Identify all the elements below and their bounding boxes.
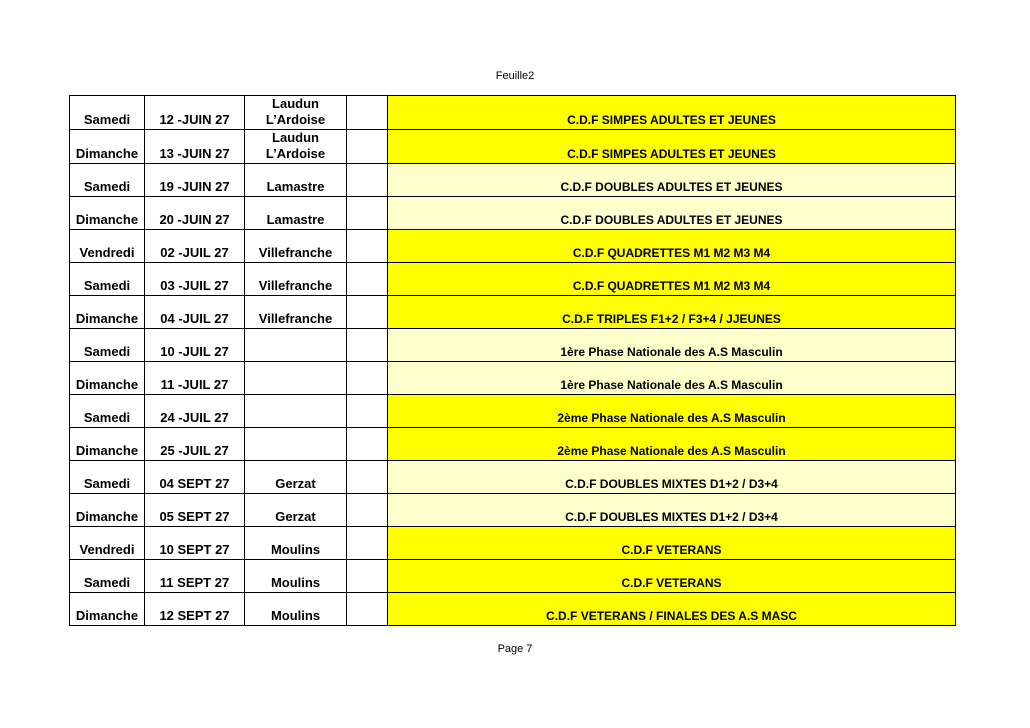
- empty-cell: [347, 527, 388, 560]
- location-cell: [245, 395, 347, 428]
- day-cell: Dimanche: [70, 130, 145, 164]
- event-cell: C.D.F DOUBLES ADULTES ET JEUNES: [388, 164, 956, 197]
- sheet-name: Feuille2: [495, 70, 535, 82]
- event-cell: 2ème Phase Nationale des A.S Masculin: [388, 395, 956, 428]
- day-cell: Dimanche: [70, 296, 145, 329]
- event-cell: C.D.F TRIPLES F1+2 / F3+4 / JJEUNES: [388, 296, 956, 329]
- event-cell: C.D.F DOUBLES MIXTES D1+2 / D3+4: [388, 461, 956, 494]
- date-cell: 25 -JUIL 27: [145, 428, 245, 461]
- location-line: Laudun: [272, 96, 319, 111]
- event-cell: C.D.F QUADRETTES M1 M2 M3 M4: [388, 263, 956, 296]
- day-cell: Samedi: [70, 164, 145, 197]
- location-cell: [245, 329, 347, 362]
- page-number: Page 7: [497, 643, 533, 655]
- event-cell: C.D.F SIMPES ADULTES ET JEUNES: [388, 96, 956, 130]
- location-cell: [245, 362, 347, 395]
- date-cell: 05 SEPT 27: [145, 494, 245, 527]
- location-cell: [245, 560, 347, 593]
- date-cell: 11 SEPT 27: [145, 560, 245, 593]
- location-line: Lamastre: [266, 179, 325, 194]
- location-cell: [245, 263, 347, 296]
- empty-cell: [347, 164, 388, 197]
- location-cell: [245, 230, 347, 263]
- day-cell: Dimanche: [70, 593, 145, 626]
- location-line: L’Ardoise: [265, 146, 326, 161]
- date-cell: 02 -JUIL 27: [145, 230, 245, 263]
- table-row: [70, 527, 956, 560]
- table-row: [70, 461, 956, 494]
- location-cell: [245, 130, 347, 164]
- location-cell: [245, 296, 347, 329]
- event-cell: C.D.F VETERANS / FINALES DES A.S MASC: [388, 593, 956, 626]
- table-row: [70, 164, 956, 197]
- event-cell: C.D.F SIMPES ADULTES ET JEUNES: [388, 130, 956, 164]
- location-line: Gerzat: [275, 509, 316, 524]
- date-cell: 20 -JUIN 27: [145, 197, 245, 230]
- day-cell: Dimanche: [70, 494, 145, 527]
- location-line: Moulins: [270, 608, 321, 623]
- date-cell: 04 -JUIL 27: [145, 296, 245, 329]
- event-cell: C.D.F VETERANS: [388, 560, 956, 593]
- table-row: [70, 593, 956, 626]
- date-cell: 11 -JUIL 27: [145, 362, 245, 395]
- empty-cell: [347, 96, 388, 130]
- table-row: [70, 263, 956, 296]
- location-line: Villefranche: [258, 245, 333, 260]
- day-cell: Vendredi: [70, 230, 145, 263]
- location-cell: [245, 164, 347, 197]
- date-cell: 10 SEPT 27: [145, 527, 245, 560]
- empty-cell: [347, 395, 388, 428]
- location-cell: [245, 494, 347, 527]
- table-row: [70, 428, 956, 461]
- day-cell: Samedi: [70, 96, 145, 130]
- table-row: [70, 395, 956, 428]
- location-line: Gerzat: [275, 476, 316, 491]
- date-cell: 03 -JUIL 27: [145, 263, 245, 296]
- schedule-body: [70, 96, 956, 626]
- location-line: Lamastre: [266, 212, 325, 227]
- empty-cell: [347, 230, 388, 263]
- empty-cell: [347, 428, 388, 461]
- date-cell: 24 -JUIL 27: [145, 395, 245, 428]
- empty-cell: [347, 296, 388, 329]
- day-cell: Dimanche: [70, 428, 145, 461]
- table-row: [70, 494, 956, 527]
- schedule-table: [69, 95, 956, 626]
- location-cell: [245, 428, 347, 461]
- table-row: [70, 197, 956, 230]
- day-cell: Samedi: [70, 263, 145, 296]
- day-cell: Samedi: [70, 560, 145, 593]
- table-row: [70, 329, 956, 362]
- location-line: Villefranche: [258, 311, 333, 326]
- event-cell: 1ère Phase Nationale des A.S Masculin: [388, 329, 956, 362]
- table-row: [70, 296, 956, 329]
- empty-cell: [347, 494, 388, 527]
- empty-cell: [347, 329, 388, 362]
- day-cell: Samedi: [70, 395, 145, 428]
- empty-cell: [347, 263, 388, 296]
- date-cell: 04 SEPT 27: [145, 461, 245, 494]
- table-row: [70, 96, 956, 130]
- table-row: [70, 130, 956, 164]
- location-cell: [245, 527, 347, 560]
- event-cell: C.D.F DOUBLES MIXTES D1+2 / D3+4: [388, 494, 956, 527]
- day-cell: Vendredi: [70, 527, 145, 560]
- empty-cell: [347, 197, 388, 230]
- location-line: Laudun: [272, 130, 319, 145]
- event-cell: 1ère Phase Nationale des A.S Masculin: [388, 362, 956, 395]
- location-cell: [245, 96, 347, 130]
- date-cell: 13 -JUIN 27: [145, 130, 245, 164]
- location-line: L’Ardoise: [265, 112, 326, 127]
- day-cell: Samedi: [70, 461, 145, 494]
- location-cell: [245, 461, 347, 494]
- event-cell: C.D.F QUADRETTES M1 M2 M3 M4: [388, 230, 956, 263]
- table-row: [70, 230, 956, 263]
- location-line: Moulins: [270, 542, 321, 557]
- empty-cell: [347, 461, 388, 494]
- event-cell: C.D.F VETERANS: [388, 527, 956, 560]
- day-cell: Dimanche: [70, 362, 145, 395]
- empty-cell: [347, 362, 388, 395]
- empty-cell: [347, 560, 388, 593]
- event-cell: C.D.F DOUBLES ADULTES ET JEUNES: [388, 197, 956, 230]
- empty-cell: [347, 130, 388, 164]
- date-cell: 12 SEPT 27: [145, 593, 245, 626]
- table-row: [70, 560, 956, 593]
- date-cell: 10 -JUIL 27: [145, 329, 245, 362]
- location-cell: [245, 593, 347, 626]
- date-cell: 12 -JUIN 27: [145, 96, 245, 130]
- location-cell: [245, 197, 347, 230]
- date-cell: 19 -JUIN 27: [145, 164, 245, 197]
- day-cell: Dimanche: [70, 197, 145, 230]
- event-cell: 2ème Phase Nationale des A.S Masculin: [388, 428, 956, 461]
- empty-cell: [347, 593, 388, 626]
- location-line: Villefranche: [258, 278, 333, 293]
- location-line: Moulins: [270, 575, 321, 590]
- day-cell: Samedi: [70, 329, 145, 362]
- table-row: [70, 362, 956, 395]
